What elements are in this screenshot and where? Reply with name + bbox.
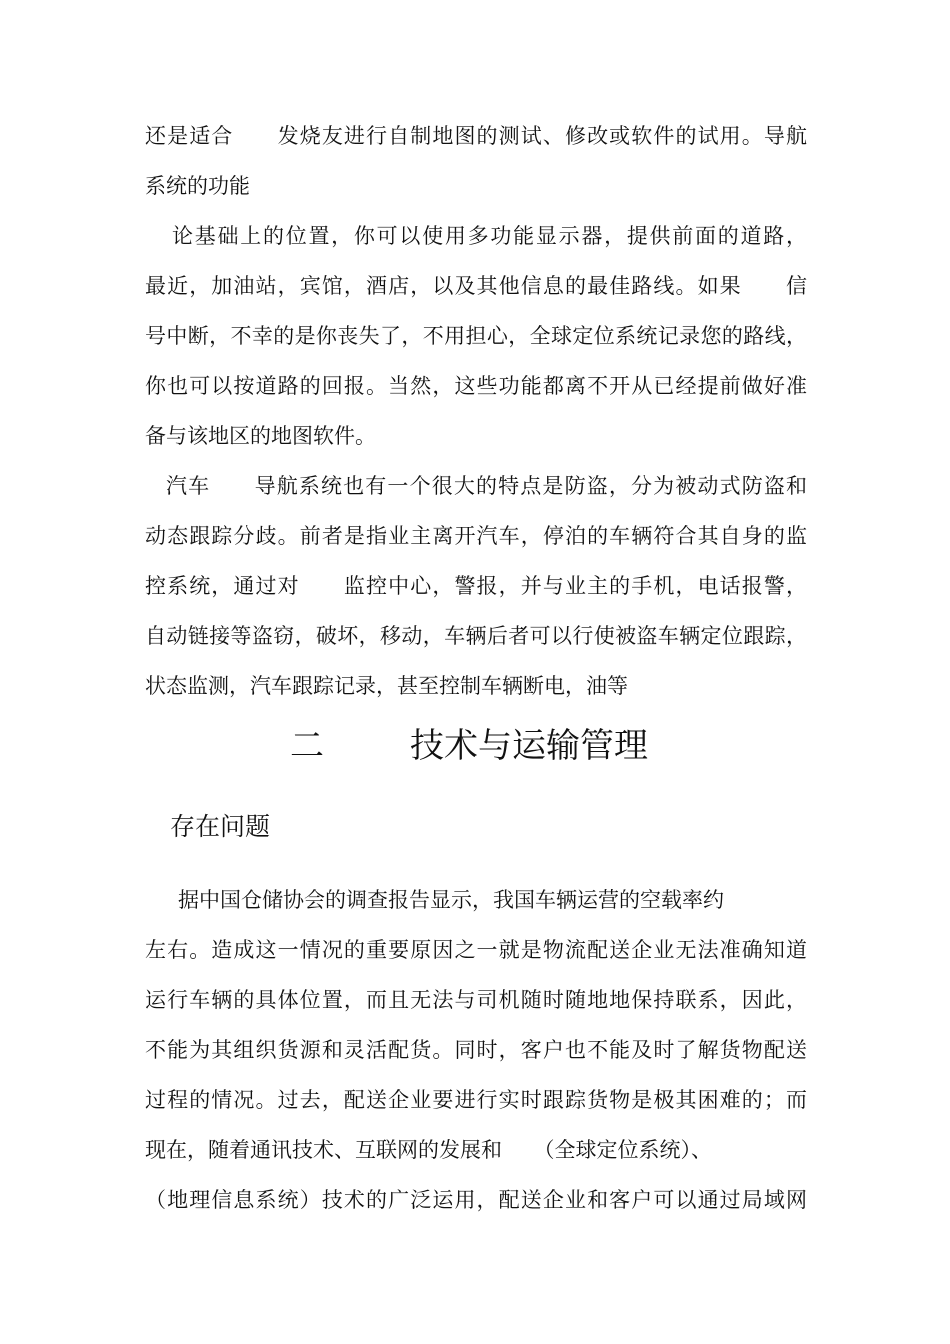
paragraph-3-line-2: 动态跟踪分歧。前者是指业主离开汽车，停泊的车辆符合其自身的监 [145,524,807,548]
paragraph-4-line-2: 左右。造成这一情况的重要原因之一就是物流配送企业无法准确知道 [145,938,807,962]
section-heading-number: 二 [290,726,324,766]
paragraph-2-line-2: 最近，加油站，宾馆，酒店，以及其他信息的最佳路线。如果 信 [145,274,807,298]
paragraph-4-line-4: 不能为其组织货源和灵活配货。同时，客户也不能及时了解货物配送 [145,1038,807,1062]
paragraph-2-line-5: 备与该地区的地图软件。 [145,424,376,448]
subsection-heading: 存在问题 [170,812,271,841]
section-heading-text: 技术与运输管理 [410,726,648,766]
paragraph-4-line-7: （地理信息系统）技术的广泛运用，配送企业和客户可以通过局域网 [145,1188,807,1212]
paragraph-1-line-2: 系统的功能 [145,174,250,198]
paragraph-4-line-3: 运行车辆的具体位置，而且无法与司机随时随地地保持联系，因此， [145,988,807,1012]
paragraph-4-line-1: 据中国仓储协会的调查报告显示，我国车辆运营的空载率约 [178,888,724,912]
paragraph-3-line-1: 汽车 导航系统也有一个很大的特点是防盗，分为被动式防盗和 [166,474,807,498]
paragraph-3-line-3: 控系统，通过对 监控中心，警报，并与业主的手机，电话报警， [145,574,807,598]
paragraph-3-line-5: 状态监测，汽车跟踪记录，甚至控制车辆断电，油等 [145,674,628,698]
paragraph-3-line-4: 自动链接等盗窃，破坏，移动，车辆后者可以行使被盗车辆定位跟踪， [145,624,807,648]
paragraph-4-line-5: 过程的情况。过去，配送企业要进行实时跟踪货物是极其困难的；而 [145,1088,807,1112]
paragraph-1-line-1: 还是适合 发烧友进行自制地图的测试、修改或软件的试用。导航 [145,124,807,148]
paragraph-2-line-4: 你也可以按道路的回报。当然，这些功能都离不开从已经提前做好准 [145,374,807,398]
paragraph-2-line-1: 论基础上的位置，你可以使用多功能显示器，提供前面的道路， [172,224,807,248]
section-heading [290,724,670,768]
paragraph-4-line-6: 现在，随着通讯技术、互联网的发展和 （全球定位系统）、 [145,1138,712,1162]
paragraph-2-line-3: 号中断，不幸的是你丧失了，不用担心，全球定位系统记录您的路线， [145,324,807,348]
